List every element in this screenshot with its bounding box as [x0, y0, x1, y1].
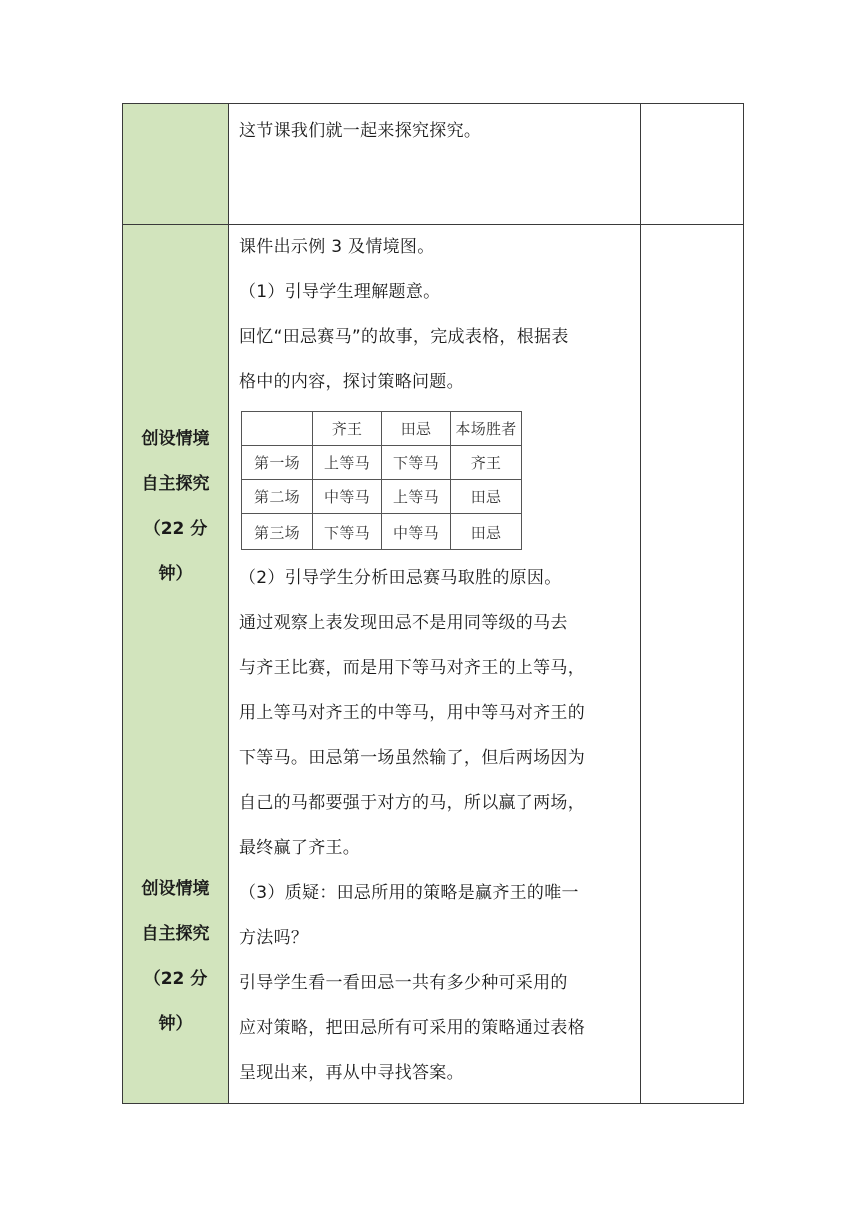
table-cell: 上等马 — [382, 480, 451, 514]
paragraph-line: 用上等马对齐王的中等马，用中等马对齐王的 — [239, 703, 585, 723]
table-cell: 第三场 — [242, 514, 313, 550]
paragraph-line: 最终赢了齐王。 — [239, 838, 361, 858]
table-row — [242, 446, 522, 480]
lesson-plan-table — [122, 103, 744, 1104]
stage-label-line: 自主探究 — [141, 474, 210, 494]
table-cell: 中等马 — [382, 514, 451, 550]
paragraph-line: 呈现出来，再从中寻找答案。 — [239, 1063, 464, 1083]
stage-label-line: 创设情境 — [141, 429, 210, 449]
table-cell: 下等马 — [313, 514, 382, 550]
table-header-cell — [242, 412, 313, 446]
paragraph-line: 下等马。田忌第一场虽然输了，但后两场因为 — [239, 748, 585, 768]
stage-label-first — [123, 417, 228, 597]
stage-label-line: 钟） — [158, 1014, 193, 1034]
lesson-row-intro — [123, 104, 744, 225]
paragraph-line: 通过观察上表发现田忌不是用同等级的马去 — [239, 613, 568, 633]
stage-label-line: 创设情境 — [141, 879, 210, 899]
paragraph-line: 自己的马都要强于对方的马，所以赢了两场， — [239, 793, 585, 813]
paragraph-line: 与齐王比赛，而是用下等马对齐王的上等马， — [239, 658, 585, 678]
stage-label-line: 自主探究 — [141, 924, 210, 944]
note-cell-intro — [641, 104, 744, 225]
table-cell: 田忌 — [451, 514, 522, 550]
paragraph-line: 回忆“田忌赛马”的故事，完成表格，根据表 — [239, 327, 569, 347]
paragraph-line: （2）引导学生分析田忌赛马取胜的原因。 — [239, 568, 562, 588]
table-cell: 第一场 — [242, 446, 313, 480]
table-row — [242, 480, 522, 514]
stage-label-second — [123, 867, 228, 1047]
stage-cell-intro — [123, 104, 229, 225]
table-cell: 第二场 — [242, 480, 313, 514]
table-cell: 下等马 — [382, 446, 451, 480]
table-row — [242, 514, 522, 550]
note-cell-explore — [641, 225, 744, 1104]
table-header-row — [242, 412, 522, 446]
table-cell: 田忌 — [451, 480, 522, 514]
paragraph-line: 课件出示例 3 及情境图。 — [239, 237, 435, 257]
stage-cell-explore — [123, 225, 229, 1104]
paragraph-line: 应对策略，把田忌所有可采用的策略通过表格 — [239, 1018, 585, 1038]
stage-label-line: （22 分 — [143, 969, 208, 989]
lesson-row-explore — [123, 225, 744, 1104]
paragraph-line: 引导学生看一看田忌一共有多少种可采用的 — [239, 973, 568, 993]
table-cell: 齐王 — [451, 446, 522, 480]
table-cell: 中等马 — [313, 480, 382, 514]
stage-label-line: 钟） — [158, 564, 193, 584]
content-cell-explore — [229, 225, 641, 1104]
table-header-cell: 齐王 — [313, 412, 382, 446]
stage-label-line: （22 分 — [143, 519, 208, 539]
table-header-cell: 田忌 — [382, 412, 451, 446]
paragraph-line: 方法吗？ — [239, 928, 309, 948]
horse-race-table — [241, 411, 522, 550]
intro-text: 这节课我们就一起来探究探究。 — [239, 121, 482, 141]
paragraph-line: （3）质疑：田忌所用的策略是赢齐王的唯一 — [239, 883, 579, 903]
table-cell: 上等马 — [313, 446, 382, 480]
paragraph-line: 格中的内容，探讨策略问题。 — [239, 372, 464, 392]
table-header-cell: 本场胜者 — [451, 412, 522, 446]
horse-race-table-wrap — [241, 411, 632, 550]
paragraph-line: （1）引导学生理解题意。 — [239, 282, 441, 302]
content-cell-intro — [229, 104, 641, 225]
